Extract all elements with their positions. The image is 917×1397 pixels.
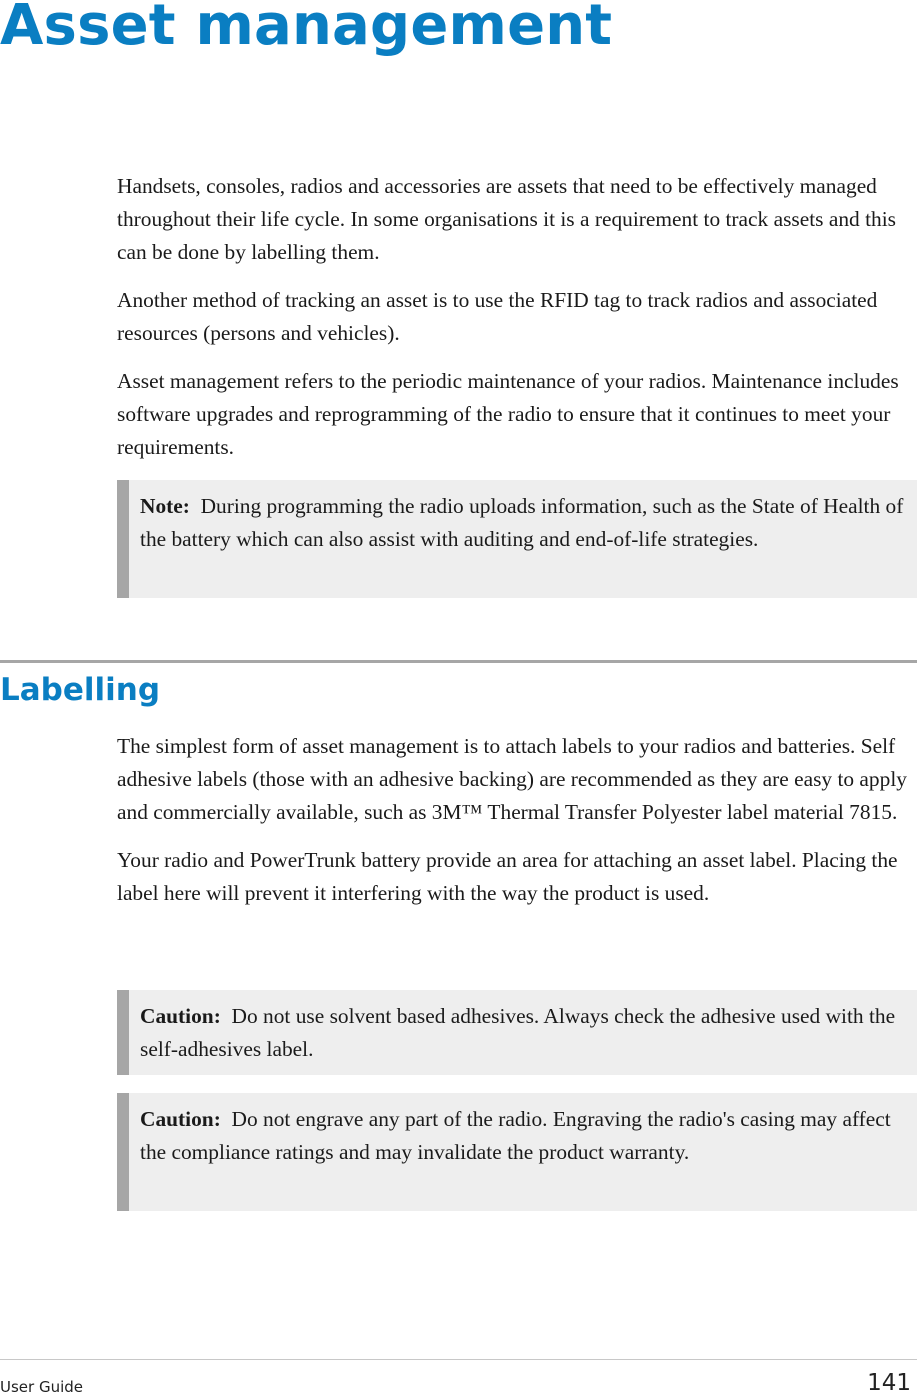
note-text: During programming the radio uploads information, such as the State of Health of the battery which can also assist with auditing and end-of-life strategies. [140,494,904,551]
labelling-section [117,730,917,910]
intro-section [117,170,917,464]
labelling-paragraph: The simplest form of asset management is to attach labels to your radios and batteries. Self adhesive labels (those with an adhesive backing) are recommended as they are easy to apply and commercially available, such as 3M™ Thermal Transfer Polyester label material 7815. [117,734,907,824]
intro-paragraph: Handsets, consoles, radios and accessories are assets that need to be effectively managed throughout their life cycle. In some organisations it is a requirement to track assets and this can be done by labelling them. [117,174,896,264]
intro-paragraph: Asset management refers to the periodic maintenance of your radios. Maintenance includes software upgrades and reprogramming of the radio to ensure that it continues to meet your requirements. [117,369,899,459]
page-title: Asset management [0,0,613,58]
caution-callout-adhesives [117,990,917,1075]
labelling-heading: Labelling [0,672,161,708]
caution-callout-engraving [117,1093,917,1211]
section-divider [0,660,917,663]
footer-divider [0,1359,917,1360]
page-number: 141 [867,1370,911,1396]
caution-label: Caution: [140,1107,221,1131]
caution-text: Do not engrave any part of the radio. Engraving the radio's casing may affect the compliance ratings and may invalidate the product warranty. [140,1107,891,1164]
footer-doc-name: User Guide [0,1378,84,1396]
caution-label: Caution: [140,1004,221,1028]
caution-text: Do not use solvent based adhesives. Always check the adhesive used with the self-adhesives label. [140,1004,896,1061]
note-callout [117,480,917,598]
intro-paragraph: Another method of tracking an asset is to use the RFID tag to track radios and associated resources (persons and vehicles). [117,288,878,345]
note-label: Note: [140,494,190,518]
labelling-paragraph: Your radio and PowerTrunk battery provide an area for attaching an asset label. Placing the label here will prevent it interfering with the way the product is used. [117,848,898,905]
